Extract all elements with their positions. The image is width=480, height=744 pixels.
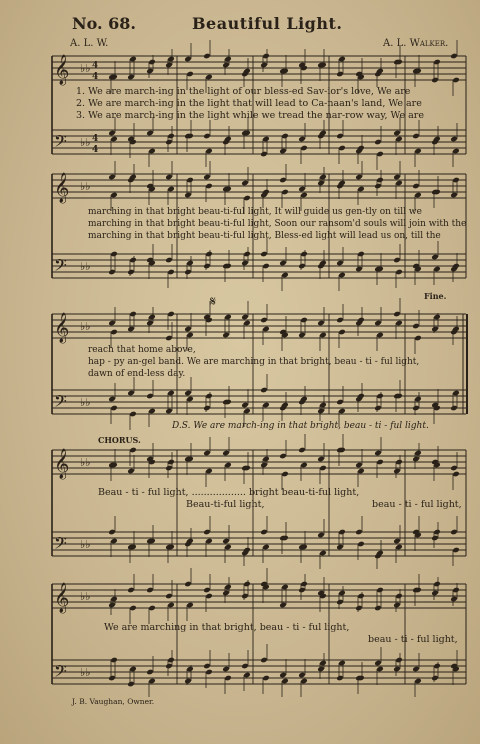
flat-sign-icon: ♭♭ bbox=[80, 396, 91, 409]
flat-sign-icon: ♭♭ bbox=[80, 320, 91, 333]
treble-clef-icon: 𝄞 bbox=[54, 449, 70, 479]
verse-line-3-1: reach that home above, bbox=[88, 345, 196, 355]
hymn-header bbox=[0, 14, 480, 54]
flat-sign-icon: ♭♭ bbox=[80, 136, 91, 149]
verse-line-2-1: marching in that bright beau-ti-ful light, It will guide us gen-tly on till we bbox=[88, 207, 422, 217]
bass-clef-icon: 𝄢 bbox=[54, 255, 67, 279]
treble-clef-icon: 𝄞 bbox=[54, 173, 70, 203]
treble-clef-icon: 𝄞 bbox=[54, 313, 70, 343]
chorus-line-4: We are marching in that bright, beau - ti - ful light, bbox=[104, 622, 350, 633]
bass-clef-icon: 𝄢 bbox=[54, 131, 67, 155]
treble-clef-icon: 𝄞 bbox=[54, 583, 70, 613]
time-signature-icon: 4 bbox=[92, 145, 99, 155]
bass-clef-icon: 𝄢 bbox=[54, 391, 67, 415]
chorus-line-5: beau - ti - ful light, bbox=[368, 634, 458, 645]
music-system-3 bbox=[0, 304, 480, 434]
verse-line-2-2: marching in that bright beau-ti-ful light, Soon our ransom'd souls will join with the bbox=[88, 219, 467, 229]
segno-icon: 𝄋 bbox=[210, 294, 217, 310]
lyricist-credit: A. L. W. bbox=[70, 38, 109, 49]
flat-sign-icon: ♭♭ bbox=[80, 260, 91, 273]
chorus-heading: CHORUS. bbox=[98, 435, 141, 445]
dal-segno-line: D.S. We are march-ing in that bright, beau - ti - ful light. bbox=[172, 421, 429, 431]
bass-clef-icon: 𝄢 bbox=[54, 661, 67, 685]
chorus-line-3: beau - ti - ful light, bbox=[372, 499, 462, 510]
time-signature-icon: 4 bbox=[92, 72, 99, 82]
chorus-line-1: Beau - ti - ful light, .................. bright beau-ti-ful light, bbox=[98, 487, 360, 498]
fine-marking: Fine. bbox=[424, 291, 447, 301]
hymn-number: No. 68. bbox=[72, 14, 136, 33]
chorus-line-2: Beau-ti-ful light, bbox=[186, 499, 265, 510]
bass-clef-icon: 𝄢 bbox=[54, 533, 67, 557]
verse-line-3-3: dawn of end-less day. bbox=[88, 369, 186, 379]
flat-sign-icon: ♭♭ bbox=[80, 590, 91, 603]
flat-sign-icon: ♭♭ bbox=[80, 62, 91, 75]
time-signature-icon: 4 bbox=[92, 134, 99, 144]
footer-credit: J. B. Vaughan, Owner. bbox=[72, 697, 155, 706]
time-signature-icon: 4 bbox=[92, 61, 99, 71]
verse-line-1-3: 3. We are march-ing in the light while we tread the nar-row way, We are bbox=[76, 110, 424, 121]
composer-credit: A. L. Walker. bbox=[383, 38, 449, 49]
verse-line-3-2: hap - py an-gel band. We are marching in that bright, beau - ti - ful light, bbox=[88, 357, 420, 367]
verse-line-1-1: 1. We are march-ing in the light of our bless-ed Sav-ior's love, We are bbox=[76, 86, 411, 97]
verse-line-2-3: marching in that bright beau-ti-ful light, Bless-ed light will lead us on, till the bbox=[88, 231, 441, 241]
flat-sign-icon: ♭♭ bbox=[80, 180, 91, 193]
treble-clef-icon: 𝄞 bbox=[54, 55, 70, 85]
verse-line-1-2: 2. We are march-ing in the light that will lead to Ca-naan's land, We are bbox=[76, 98, 422, 109]
flat-sign-icon: ♭♭ bbox=[80, 456, 91, 469]
hymn-title: Beautiful Light. bbox=[192, 14, 343, 33]
flat-sign-icon: ♭♭ bbox=[80, 666, 91, 679]
flat-sign-icon: ♭♭ bbox=[80, 538, 91, 551]
